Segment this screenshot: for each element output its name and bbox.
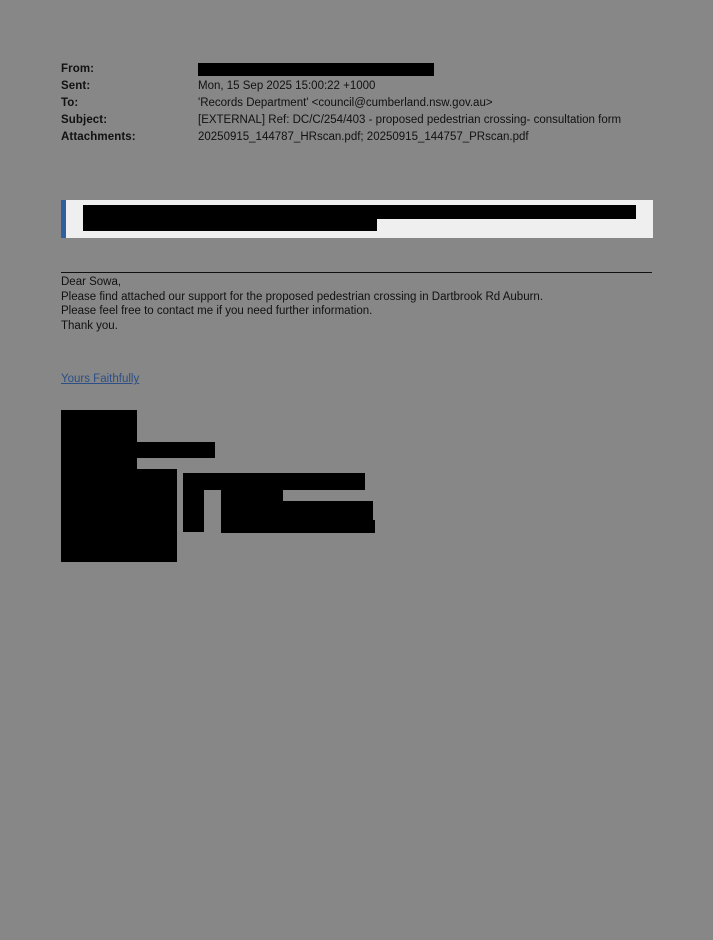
signature-block-redacted bbox=[61, 410, 391, 565]
redaction-block-sig-1 bbox=[61, 410, 137, 442]
redaction-block-sig-7 bbox=[221, 490, 283, 501]
redaction-block-sig-9 bbox=[221, 501, 373, 520]
redaction-block-banner-line-2 bbox=[83, 219, 377, 231]
body-paragraph-1: Please find attached our support for the proposed pedestrian crossing in Dartbrook Rd Auburn. bbox=[61, 290, 544, 303]
redaction-block-banner-line-1 bbox=[83, 205, 636, 219]
header-row-sent bbox=[61, 78, 653, 95]
header-row-subject bbox=[61, 112, 653, 129]
header-row-from bbox=[61, 61, 653, 78]
field-label-attachments: Attachments: bbox=[61, 131, 136, 143]
field-value-sent: Mon, 15 Sep 2025 15:00:22 +1000 bbox=[198, 80, 376, 92]
redaction-block-sig-3 bbox=[61, 458, 137, 469]
external-sender-banner bbox=[61, 200, 653, 238]
redaction-block-sig-6 bbox=[183, 473, 365, 490]
redaction-block-sender bbox=[198, 63, 434, 76]
field-label-from: From: bbox=[61, 63, 95, 75]
redaction-block-sig-11 bbox=[61, 555, 177, 562]
body-paragraph-3: Thank you. bbox=[61, 319, 118, 332]
redaction-block-sig-10 bbox=[221, 520, 375, 533]
redaction-block-sig-4 bbox=[61, 469, 177, 555]
banner-accent-bar bbox=[61, 200, 66, 238]
field-value-attachments: 20250915_144787_HRscan.pdf; 20250915_144757_PRscan.pdf bbox=[198, 131, 529, 143]
body-closing: Yours Faithfully bbox=[61, 373, 140, 385]
redaction-block-sig-2 bbox=[61, 442, 215, 458]
email-body bbox=[61, 275, 661, 333]
field-value-from bbox=[198, 61, 653, 78]
header-row-attachments bbox=[61, 129, 653, 146]
field-label-subject: Subject: bbox=[61, 114, 108, 126]
body-salutation: Dear Sowa, bbox=[61, 276, 122, 288]
email-header bbox=[61, 61, 653, 146]
header-divider bbox=[61, 272, 652, 273]
header-row-to bbox=[61, 95, 653, 112]
field-value-subject: [EXTERNAL] Ref: DC/C/254/403 - proposed pedestrian crossing- consultation form bbox=[198, 114, 622, 126]
field-label-to: To: bbox=[61, 97, 79, 109]
field-value-to: 'Records Department' <council@cumberland.nsw.gov.au> bbox=[198, 97, 493, 109]
field-label-sent: Sent: bbox=[61, 80, 91, 92]
body-paragraph-2: Please feel free to contact me if you need further information. bbox=[61, 305, 373, 317]
redaction-block-sig-8 bbox=[183, 501, 203, 532]
